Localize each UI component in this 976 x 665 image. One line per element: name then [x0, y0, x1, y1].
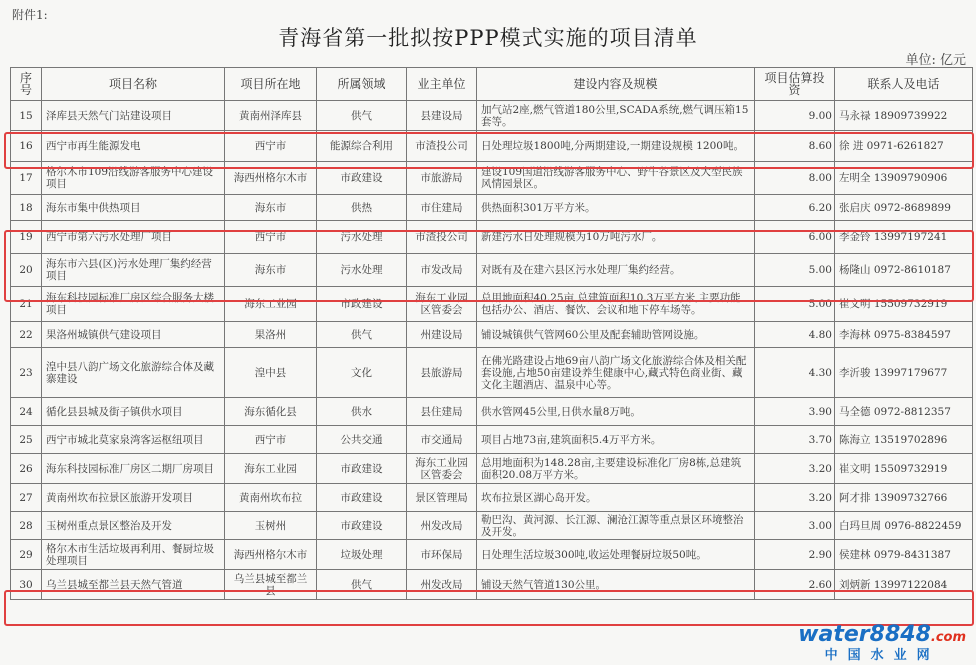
- cell-investment: 6.00: [755, 221, 835, 254]
- cell-contact: 马全德 0972-8812357: [835, 398, 973, 426]
- table-row: [11, 454, 973, 484]
- table-row: [11, 512, 973, 540]
- cell-field: 供水: [317, 398, 407, 426]
- cell-content: 项目占地73亩,建筑面积5.4万平方米。: [477, 426, 755, 454]
- table-header-row: [11, 68, 973, 101]
- cell-project-name: 格尔木市生活垃圾再利用、餐厨垃圾处理项目: [42, 540, 225, 570]
- cell-no: 21: [11, 287, 42, 322]
- cell-investment: 9.00: [755, 101, 835, 131]
- table-row: [11, 398, 973, 426]
- watermark: [798, 624, 966, 663]
- cell-owner: 市渣投公司: [407, 131, 477, 162]
- cell-content: 建设109国道沿线游客服务中心、野牛谷景区及大型民族风情园景区。: [477, 162, 755, 195]
- table-row: [11, 322, 973, 348]
- cell-content: 铺设城镇供气管网60公里及配套辅助管网设施。: [477, 322, 755, 348]
- cell-project-name: 海东科技园标准厂房区综合服务大楼项目: [42, 287, 225, 322]
- cell-contact: 陈海立 13519702896: [835, 426, 973, 454]
- cell-investment: 8.60: [755, 131, 835, 162]
- cell-owner: 县建设局: [407, 101, 477, 131]
- cell-investment: 4.80: [755, 322, 835, 348]
- cell-owner: 市环保局: [407, 540, 477, 570]
- cell-owner: 市住建局: [407, 195, 477, 221]
- cell-content: 日处理垃圾1800吨,分两期建设,一期建设规模 1200吨。: [477, 131, 755, 162]
- table-row: [11, 484, 973, 512]
- cell-field: 公共交通: [317, 426, 407, 454]
- table-row: [11, 570, 973, 600]
- column-header: 建设内容及规模: [477, 68, 755, 101]
- cell-location: 果洛州: [225, 322, 317, 348]
- cell-contact: 侯建林 0979-8431387: [835, 540, 973, 570]
- cell-location: 湟中县: [225, 348, 317, 398]
- cell-project-name: 西宁市再生能源发电: [42, 131, 225, 162]
- table-row: [11, 348, 973, 398]
- cell-content: 供热面积301万平方米。: [477, 195, 755, 221]
- document-title: 青海省第一批拟按PPP模式实施的项目清单: [278, 26, 698, 50]
- cell-project-name: 果洛州城镇供气建设项目: [42, 322, 225, 348]
- cell-field: 供气: [317, 101, 407, 131]
- cell-location: 海西州格尔木市: [225, 162, 317, 195]
- cell-owner: 州建设局: [407, 322, 477, 348]
- cell-owner: 市旅游局: [407, 162, 477, 195]
- watermark-logo: water8848.com: [798, 622, 966, 647]
- column-header: 项目估算投资: [755, 68, 835, 101]
- watermark-text: 中国水业网: [824, 648, 940, 663]
- cell-owner: 海东工业园区管委会: [407, 287, 477, 322]
- column-header: 所属领域: [317, 68, 407, 101]
- table-body: [11, 101, 973, 600]
- cell-location: 乌兰县城至都兰县: [225, 570, 317, 600]
- cell-project-name: 西宁市城北莫家泉湾客运枢纽项目: [42, 426, 225, 454]
- cell-contact: 李金铃 13997197241: [835, 221, 973, 254]
- cell-owner: 县旅游局: [407, 348, 477, 398]
- column-header: 序号: [11, 68, 42, 101]
- cell-contact: 杨隆山 0972-8610187: [835, 254, 973, 287]
- column-header: 项目名称: [42, 68, 225, 101]
- table-row: [11, 162, 973, 195]
- table-row: [11, 131, 973, 162]
- cell-location: 西宁市: [225, 221, 317, 254]
- cell-no: 19: [11, 221, 42, 254]
- cell-investment: 3.90: [755, 398, 835, 426]
- cell-owner: 县住建局: [407, 398, 477, 426]
- cell-content: 铺设天然气管道130公里。: [477, 570, 755, 600]
- cell-investment: 2.90: [755, 540, 835, 570]
- cell-location: 黄南州坎布拉: [225, 484, 317, 512]
- cell-field: 市政建设: [317, 512, 407, 540]
- cell-no: 26: [11, 454, 42, 484]
- cell-content: 日处理生活垃圾300吨,收运处理餐厨垃圾50吨。: [477, 540, 755, 570]
- cell-no: 18: [11, 195, 42, 221]
- cell-owner: 景区管理局: [407, 484, 477, 512]
- cell-investment: 3.20: [755, 484, 835, 512]
- table-row: [11, 101, 973, 131]
- cell-owner: 市渣投公司: [407, 221, 477, 254]
- cell-project-name: 湟中县八韵广场文化旅游综合体及藏寨建设: [42, 348, 225, 398]
- cell-field: 能源综合利用: [317, 131, 407, 162]
- cell-content: 在佛光路建设占地69亩八韵广场文化旅游综合体及相关配套设施,占地50亩建设养生健康中心,藏式特色商业街、藏文化主题酒店、温泉中心等。: [477, 348, 755, 398]
- cell-content: 勒巴沟、黄河源、长江源、澜沧江源等重点景区环境整治及开发。: [477, 512, 755, 540]
- column-header: 项目所在地: [225, 68, 317, 101]
- cell-field: 文化: [317, 348, 407, 398]
- cell-investment: 8.00: [755, 162, 835, 195]
- cell-no: 16: [11, 131, 42, 162]
- cell-contact: 白玛旦周 0976-8822459: [835, 512, 973, 540]
- cell-project-name: 乌兰县城至都兰县天然气管道: [42, 570, 225, 600]
- cell-investment: 2.60: [755, 570, 835, 600]
- cell-project-name: 格尔木市109沿线游客服务中心建设项目: [42, 162, 225, 195]
- cell-location: 海东市: [225, 254, 317, 287]
- cell-contact: 崔文明 15509732919: [835, 287, 973, 322]
- cell-project-name: 玉树州重点景区整治及开发: [42, 512, 225, 540]
- cell-investment: 5.00: [755, 287, 835, 322]
- unit-label: 单位: 亿元: [905, 53, 966, 68]
- cell-owner: 市交通局: [407, 426, 477, 454]
- cell-no: 17: [11, 162, 42, 195]
- cell-location: 海东工业园: [225, 454, 317, 484]
- cell-project-name: 循化县县城及街子镇供水项目: [42, 398, 225, 426]
- cell-field: 供热: [317, 195, 407, 221]
- project-table: [10, 67, 973, 600]
- cell-field: 供气: [317, 570, 407, 600]
- cell-owner: 海东工业园区管委会: [407, 454, 477, 484]
- cell-location: 西宁市: [225, 426, 317, 454]
- cell-project-name: 黄南州坎布拉景区旅游开发项目: [42, 484, 225, 512]
- cell-field: 污水处理: [317, 254, 407, 287]
- cell-location: 海东工业园: [225, 287, 317, 322]
- cell-no: 30: [11, 570, 42, 600]
- cell-field: 垃圾处理: [317, 540, 407, 570]
- cell-location: 西宁市: [225, 131, 317, 162]
- cell-investment: 3.20: [755, 454, 835, 484]
- cell-no: 20: [11, 254, 42, 287]
- cell-location: 海西州格尔木市: [225, 540, 317, 570]
- cell-project-name: 西宁市第六污水处理厂项目: [42, 221, 225, 254]
- attachment-label: 附件1:: [12, 8, 48, 22]
- cell-content: 对既有及在建六县区污水处理厂集约经营。: [477, 254, 755, 287]
- cell-location: 黄南州泽库县: [225, 101, 317, 131]
- cell-owner: 市发改局: [407, 254, 477, 287]
- cell-field: 污水处理: [317, 221, 407, 254]
- cell-no: 27: [11, 484, 42, 512]
- table-row: [11, 287, 973, 322]
- cell-no: 28: [11, 512, 42, 540]
- cell-field: 市政建设: [317, 454, 407, 484]
- cell-no: 25: [11, 426, 42, 454]
- cell-project-name: 泽库县天然气门站建设项目: [42, 101, 225, 131]
- cell-project-name: 海东市六县(区)污水处理厂集约经营项目: [42, 254, 225, 287]
- cell-field: 市政建设: [317, 162, 407, 195]
- cell-field: 供气: [317, 322, 407, 348]
- table-row: [11, 254, 973, 287]
- cell-contact: 李沂骏 13997179677: [835, 348, 973, 398]
- cell-contact: 崔文明 15509732919: [835, 454, 973, 484]
- cell-content: 新建污水日处理规模为10万吨污水厂。: [477, 221, 755, 254]
- cell-contact: 张启庆 0972-8689899: [835, 195, 973, 221]
- cell-no: 24: [11, 398, 42, 426]
- cell-content: 坎布拉景区湖心岛开发。: [477, 484, 755, 512]
- cell-contact: 阿才排 13909732766: [835, 484, 973, 512]
- cell-contact: 马永禄 18909739922: [835, 101, 973, 131]
- cell-no: 23: [11, 348, 42, 398]
- cell-content: 总用地面积为148.28亩,主要建设标准化厂房8栋,总建筑面积20.08万平方米。: [477, 454, 755, 484]
- cell-owner: 州发改局: [407, 570, 477, 600]
- cell-location: 玉树州: [225, 512, 317, 540]
- cell-content: 总用地面积40.25亩,总建筑面积10.3万平方米,主要功能包括办公、酒店、餐饮、会议和地下停车场等。: [477, 287, 755, 322]
- cell-project-name: 海东市集中供热项目: [42, 195, 225, 221]
- cell-contact: 李海林 0975-8384597: [835, 322, 973, 348]
- cell-investment: 4.30: [755, 348, 835, 398]
- column-header: 业主单位: [407, 68, 477, 101]
- cell-investment: 5.00: [755, 254, 835, 287]
- table-row: [11, 221, 973, 254]
- cell-contact: 左明全 13909790906: [835, 162, 973, 195]
- column-header: 联系人及电话: [835, 68, 973, 101]
- cell-no: 22: [11, 322, 42, 348]
- cell-field: 市政建设: [317, 287, 407, 322]
- cell-location: 海东市: [225, 195, 317, 221]
- cell-content: 加气站2座,燃气管道180公里,SCADA系统,燃气调压箱15套等。: [477, 101, 755, 131]
- cell-contact: 徐 进 0971-6261827: [835, 131, 973, 162]
- cell-field: 市政建设: [317, 484, 407, 512]
- cell-project-name: 海东科技园标准厂房区二期厂房项目: [42, 454, 225, 484]
- cell-no: 15: [11, 101, 42, 131]
- table-row: [11, 195, 973, 221]
- cell-contact: 刘炳新 13997122084: [835, 570, 973, 600]
- table-row: [11, 426, 973, 454]
- cell-no: 29: [11, 540, 42, 570]
- cell-content: 供水管网45公里,日供水量8万吨。: [477, 398, 755, 426]
- table-row: [11, 540, 973, 570]
- cell-investment: 3.70: [755, 426, 835, 454]
- cell-location: 海东循化县: [225, 398, 317, 426]
- cell-owner: 州发改局: [407, 512, 477, 540]
- cell-investment: 3.00: [755, 512, 835, 540]
- cell-investment: 6.20: [755, 195, 835, 221]
